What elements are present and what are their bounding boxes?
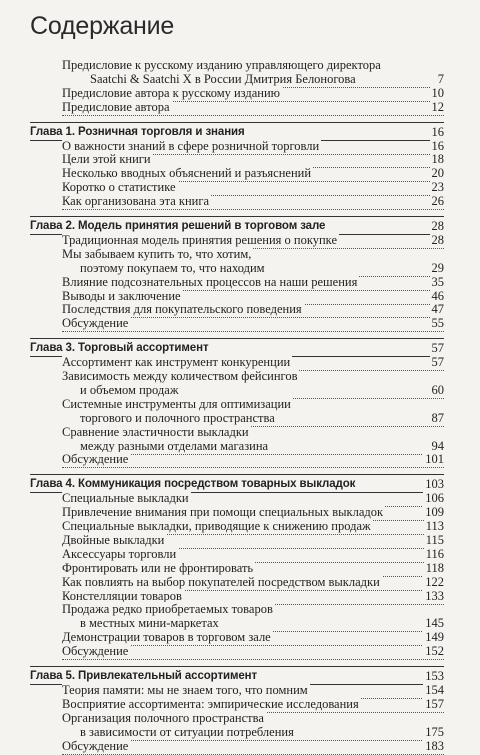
leader-line <box>62 209 444 210</box>
page-number: 149 <box>425 630 444 645</box>
page-number: 28 <box>431 232 444 247</box>
entry-title: Предисловие автора к русскому изданию <box>62 85 281 100</box>
entry-title: Специальные выкладки <box>62 491 189 506</box>
entry-title: Демонстрации товаров в торговом зале <box>62 630 271 645</box>
entry-title: Мы забываем купить то, что хотим, <box>62 246 252 261</box>
entry-title: Как организована эта книга <box>62 194 210 209</box>
entry-title: Системные инструменты для оптимизации <box>62 396 291 411</box>
entry-title: Обсуждение <box>62 644 129 659</box>
page-number: 20 <box>431 166 444 181</box>
entry-title: Констелляции товаров <box>62 588 182 603</box>
page-number: 106 <box>425 491 444 506</box>
entry-title: Зависимость между количеством фейсингов <box>62 369 298 383</box>
page-number: 153 <box>425 669 444 683</box>
entry-title: Обсуждение <box>62 316 129 331</box>
entry-title: в зависимости от ситуации потребления <box>80 724 294 739</box>
entry-title: Традиционная модель принятия решения о покупке <box>62 232 337 247</box>
entry-title: Saatchi & Saatchi X в России Дмитрия Белоногова <box>90 71 356 86</box>
leader-line <box>62 754 444 755</box>
page-number: 16 <box>431 138 444 153</box>
entry-title: Специальные выкладки, приводящие к снижению продаж <box>62 519 371 533</box>
page-title: Содержание <box>30 12 175 40</box>
entry-title: Коротко о статистике <box>62 180 176 195</box>
entry-title: Обсуждение <box>62 452 129 467</box>
page-number: 154 <box>425 682 444 697</box>
leader-line <box>62 659 444 660</box>
leader-line <box>62 467 444 468</box>
page-number: 175 <box>425 724 444 739</box>
chapter-title: Глава 5. Привлекательный ассортимент <box>30 670 258 682</box>
chapter-divider <box>30 122 444 123</box>
chapter-divider <box>30 216 444 217</box>
page-number: 12 <box>431 99 444 114</box>
page-number: 116 <box>425 546 444 561</box>
entry-title: Организация полочного пространства <box>62 710 264 725</box>
entry-title: между разными отделами магазина <box>80 438 269 453</box>
page-number: 133 <box>425 588 444 603</box>
page-number: 157 <box>425 696 444 711</box>
entry-title: Как повлиять на выбор покупателей посредством выкладки <box>62 574 380 589</box>
toc-entry-row[interactable] <box>0 644 480 660</box>
page-number: 118 <box>425 560 444 575</box>
page-number: 7 <box>437 71 444 86</box>
page-number: 183 <box>425 738 444 753</box>
leader-line <box>62 331 444 332</box>
entry-title: Продажа редко приобретаемых товаров <box>62 602 273 617</box>
page-number: 115 <box>425 532 444 547</box>
page-number: 60 <box>431 382 444 397</box>
entry-title: Теория памяти: мы не знаем того, что помним <box>62 682 308 697</box>
toc-entry-row[interactable] <box>0 316 480 332</box>
entry-title: Ассортимент как инструмент конкуренции <box>62 355 291 370</box>
page-number: 35 <box>431 274 444 289</box>
chapter-divider <box>30 474 444 475</box>
entry-title: Аксессуары торговли <box>62 546 177 561</box>
entry-title: О важности знаний в сфере розничной торговли <box>62 138 320 153</box>
entry-title: Выводы и заключение <box>62 288 181 303</box>
page-number: 101 <box>425 452 444 467</box>
page-number: 122 <box>425 574 444 589</box>
leader-line <box>62 115 444 116</box>
entry-title: Двойные выкладки <box>62 532 165 547</box>
page-number: 16 <box>431 124 444 139</box>
page-number: 57 <box>431 355 444 370</box>
toc-entry-row[interactable] <box>0 100 480 116</box>
chapter-title: Глава 2. Модель принятия решений в торговом зале <box>30 220 326 232</box>
page-number: 26 <box>431 194 444 209</box>
entry-title: Цели этой книги <box>62 152 151 167</box>
page-number: 94 <box>431 438 444 453</box>
entry-title: Сравнение эластичности выкладки <box>62 424 249 439</box>
entry-title: Предисловие автора <box>62 99 170 114</box>
page-number: 103 <box>425 477 444 492</box>
entry-title: в местных мини-маркетах <box>80 616 219 631</box>
page-number: 152 <box>425 644 444 659</box>
entry-title: поэтому покупаем то, что находим <box>80 260 265 275</box>
entry-title: торгового и полочного пространства <box>80 410 275 425</box>
entry-title: Несколько вводных объяснений и разъяснений <box>62 166 312 181</box>
page-number: 87 <box>431 410 444 425</box>
chapter-title: Глава 4. Коммуникация посредством товарных выкладок <box>30 478 356 491</box>
chapter-title: Глава 3. Торговый ассортимент <box>30 342 209 355</box>
page-number: 23 <box>431 180 444 195</box>
page-number: 145 <box>425 616 444 631</box>
page-number: 28 <box>431 219 444 233</box>
page-number: 10 <box>431 85 444 100</box>
entry-title: Влияние подсознательных процессов на наши решения <box>62 274 358 289</box>
page-number: 57 <box>431 341 444 356</box>
page-number: 109 <box>425 505 444 520</box>
page-number: 18 <box>431 152 444 167</box>
page-number: 47 <box>431 302 444 317</box>
toc-entry-row[interactable] <box>0 194 480 210</box>
entry-title: Восприятие ассортимента: эмпирические исследования <box>62 696 359 711</box>
entry-title: Привлечение внимания при помощи специальных выкладок <box>62 505 384 520</box>
chapter-divider <box>30 338 444 339</box>
chapter-title: Глава 1. Розничная торговля и знания <box>30 125 245 138</box>
page-number: 46 <box>431 288 444 303</box>
entry-title: Последствия для покупательского поведения <box>62 302 302 317</box>
page-number: 55 <box>431 316 444 331</box>
entry-title: Предисловие к русскому изданию управляющего директора <box>62 58 381 72</box>
toc-entry-row[interactable] <box>0 739 480 755</box>
entry-title: Обсуждение <box>62 738 129 753</box>
entry-title: и объемом продаж <box>80 382 179 397</box>
page-number: 29 <box>431 260 444 275</box>
page-number: 113 <box>425 519 444 533</box>
entry-title: Фронтировать или не фронтировать <box>62 560 254 575</box>
chapter-divider <box>30 666 444 667</box>
toc-entry-row[interactable] <box>0 452 480 468</box>
